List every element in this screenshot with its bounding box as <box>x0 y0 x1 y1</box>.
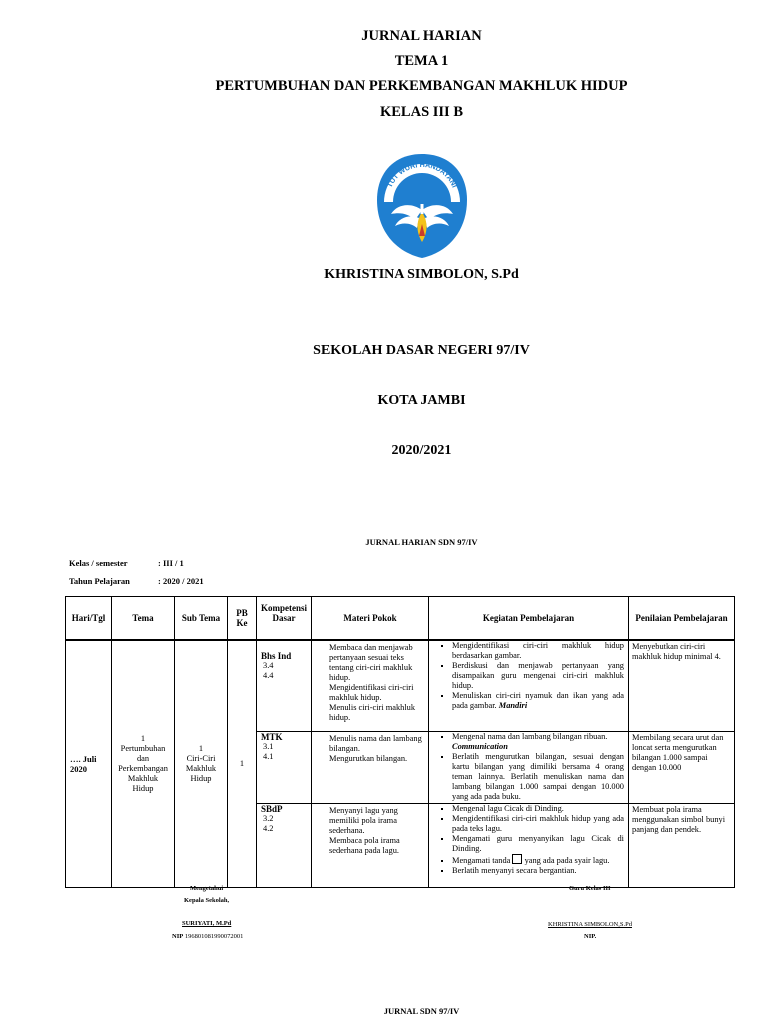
materi-item: Menyanyi lagu yang memiliki pola irama sederhana. <box>329 805 398 835</box>
kegiatan-cell <box>429 731 629 803</box>
kd-code: 4.1 <box>263 751 274 761</box>
kegiatan-item: ▪ Mengidentifikasi ciri-ciri makhluk hidup berdasarkan gambar. <box>452 641 624 661</box>
kegiatan-cell <box>429 803 629 887</box>
kegiatan-item <box>452 691 624 711</box>
header-pb-line1: PB <box>236 608 248 618</box>
kd-subject: Bhs Ind <box>261 651 292 661</box>
kd-code: 3.4 <box>263 661 274 670</box>
kegiatan-item: ▪ Mengamati guru menyanyikan lagu Cicak di Dinding. <box>452 834 624 854</box>
sig-left-nip-value: 196801081990072001 <box>184 933 244 940</box>
cover-city: KOTA JAMBI <box>377 393 466 408</box>
footer-heading: JURNAL SDN 97/IV <box>383 1006 460 1016</box>
header-pb-line2: Ke <box>236 618 248 628</box>
kegiatan-item <box>452 854 624 866</box>
kd-subject: MTK <box>261 731 283 742</box>
materi-cell <box>312 640 429 731</box>
date-line2: 2020 <box>70 763 87 774</box>
square-symbol-icon <box>512 854 522 864</box>
subtheme-line: 1 <box>198 743 204 753</box>
header-subtheme: Sub Tema <box>175 597 228 641</box>
header-kegiatan: Kegiatan Pembelajaran <box>429 597 629 641</box>
theme-line: Makhluk <box>127 773 159 783</box>
theme-line: 1 <box>140 733 146 743</box>
cover-theme-name: PERTUMBUHAN DAN PERKEMBANGAN MAKHLUK HIDUP <box>215 78 628 94</box>
kegiatan-text: Mengamati tanda <box>452 855 511 865</box>
kegiatan-item: ▪ Berlatih menyanyi secara bergantian. <box>452 866 624 876</box>
cover-class: KELAS III B <box>379 104 463 120</box>
subtheme-line: Ciri-Ciri <box>186 753 216 763</box>
sig-right-nip: NIP. <box>584 933 597 940</box>
penilaian-cell: Membuat pola irama menggunakan simbol bunyi panjang dan pendek. <box>629 803 735 887</box>
kd-subject: SBdP <box>261 803 283 814</box>
kd-code: 4.2 <box>263 823 274 833</box>
header-kd-line1: Kompetensi <box>261 603 307 613</box>
materi-item: Menulis nama dan lambang bilangan. <box>329 733 422 753</box>
class-label: Kelas / semester <box>69 558 128 568</box>
header-materi: Materi Pokok <box>312 597 429 641</box>
kegiatan-item: ▪ Mengidentifikasi ciri-ciri makhluk hidup yang ada pada teks lagu. <box>452 814 624 834</box>
table-header-row <box>66 597 735 641</box>
kd-code: 4.4 <box>263 671 274 680</box>
kegiatan-item: ▪ Berdiskusi dan menjawab pertanyaan yang disampaikan guru mengenai ciri-ciri makhluk hidup. <box>452 661 624 691</box>
kegiatan-keyword: Mandiri <box>498 701 528 710</box>
cover-theme: TEMA 1 <box>394 53 449 69</box>
kd-cell <box>257 731 312 803</box>
materi-item: Mengurutkan bilangan. <box>329 753 408 763</box>
theme-line: Perkembangan <box>118 763 168 773</box>
kd-cell <box>257 640 312 731</box>
journal-table <box>65 596 735 888</box>
theme-line: Hidup <box>132 783 154 793</box>
header-theme: Tema <box>112 597 175 641</box>
subtheme-line: Hidup <box>190 773 212 783</box>
cover-school: SEKOLAH DASAR NEGERI 97/IV <box>313 343 530 358</box>
sig-left-nip-label: NIP <box>172 933 184 940</box>
table-row <box>66 640 735 731</box>
subtheme-line: Makhluk <box>185 763 217 773</box>
cover-teacher: KHRISTINA SIMBOLON, S.Pd <box>324 267 519 282</box>
theme-line: Pertumbuhan <box>120 743 166 753</box>
kegiatan-text: Menuliskan ciri-ciri nyamuk dan ikan yang ada pada gambar. <box>452 691 624 710</box>
sig-left-title2: Kepala Sekolah, <box>184 897 230 904</box>
header-kd-line2: Dasar <box>272 613 296 623</box>
pb-cell: 1 <box>228 640 257 887</box>
theme-line: dan <box>136 753 150 763</box>
subtheme-cell <box>175 640 228 887</box>
header-kd <box>257 597 312 641</box>
year-value: : 2020 / 2021 <box>158 576 204 586</box>
theme-cell <box>112 640 175 887</box>
materi-item: Membaca dan menjawab pertanyaan sesuai teks tentang ciri-ciri makhluk hidup. <box>329 643 413 682</box>
kegiatan-text: yang ada pada syair lagu. <box>524 855 610 865</box>
kegiatan-cell <box>429 640 629 731</box>
sig-right-name: KHRISTINA SIMBOLON,S.Pd <box>548 921 632 928</box>
kegiatan-text: Mengenal nama dan lambang bilangan ribuan. <box>452 731 608 741</box>
sig-left-nip <box>172 933 243 940</box>
penilaian-cell: Menyebutkan ciri-ciri makhluk hidup minimal 4. <box>629 640 735 731</box>
sig-left-name: SURIYATI, M.Pd <box>182 920 232 927</box>
kd-code: 3.1 <box>263 741 274 751</box>
header-pb <box>228 597 257 641</box>
date-line1: …. Juli <box>70 753 97 764</box>
materi-item: Mengidentifikasi ciri-ciri makhluk hidup. <box>329 683 414 702</box>
tut-wuri-handayani-logo <box>375 152 469 260</box>
materi-item: Membaca pola irama sederhana pada lagu. <box>329 835 400 855</box>
cover-title: JURNAL HARIAN <box>361 28 482 44</box>
header-date: Hari/Tgl <box>66 597 112 641</box>
logo-motto: TUT WURI HANDAYANI <box>384 159 460 189</box>
materi-item: Menulis ciri-ciri makhluk hidup. <box>329 703 416 722</box>
journal-heading: JURNAL HARIAN SDN 97/IV <box>365 537 478 547</box>
kegiatan-item <box>452 732 624 752</box>
class-value: : III / 1 <box>158 558 184 568</box>
penilaian-cell: Membilang secara urut dan loncat serta mengurutkan bilangan 1.000 sampai dengan 10.000 <box>629 731 735 803</box>
year-label: Tahun Pelajaran <box>69 576 130 586</box>
kd-cell <box>257 803 312 887</box>
kd-code: 3.2 <box>263 813 274 823</box>
date-cell <box>66 640 112 887</box>
kegiatan-keyword: Communication <box>452 741 508 751</box>
sig-right-title: Guru Kelas III <box>569 885 611 892</box>
kegiatan-item: ▪ Mengenal lagu Cicak di Dinding. <box>452 804 624 814</box>
cover-year: 2020/2021 <box>391 443 452 458</box>
header-penilaian: Penilaian Pembelajaran <box>629 597 735 641</box>
materi-cell <box>312 803 429 887</box>
kegiatan-item: ▪ Berlatih mengurutkan bilangan, sesuai dengan kartu bilangan yang dimiliki bersama 4 orang teman lainnya. Berlatih menuliskan nama dan lambang bilangan 1.000 sampai dengan 10.000 yang ada pada buku. <box>452 752 624 802</box>
materi-cell <box>312 731 429 803</box>
sig-left-title1: Mengetahui <box>190 885 224 892</box>
